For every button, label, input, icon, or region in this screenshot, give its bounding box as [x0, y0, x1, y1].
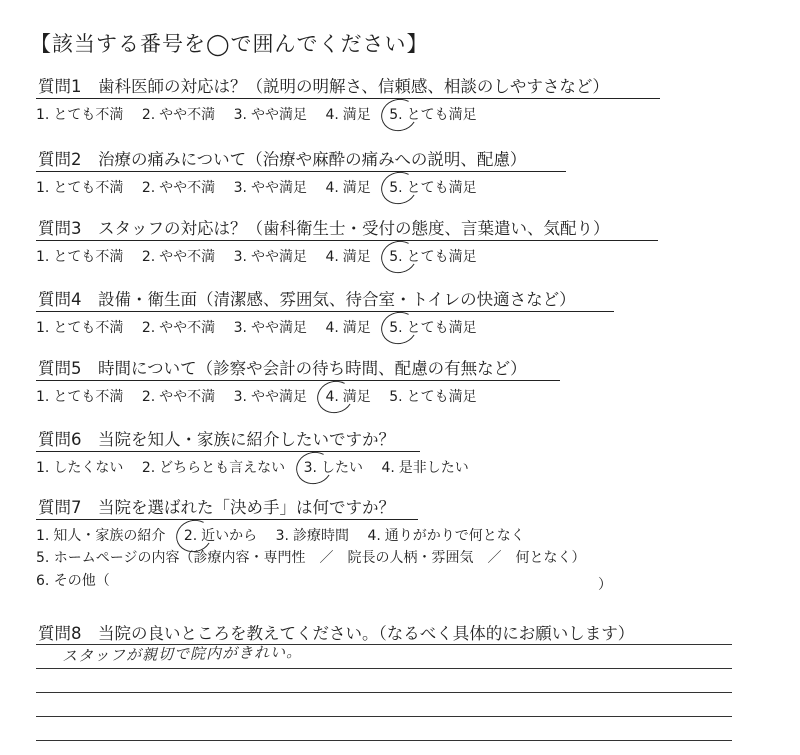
option-label: とても満足 — [406, 249, 477, 265]
option-number: 1. — [36, 528, 50, 544]
option-number: 4. — [325, 180, 339, 196]
option-number: 2. — [141, 180, 156, 196]
answer-line — [36, 668, 732, 669]
question-title: 質問3 スタッフの対応は？（歯科衛生士・受付の態度、言葉遣い、気配り） — [38, 219, 610, 238]
option-4[interactable] — [325, 246, 370, 266]
option-label: したい — [320, 460, 363, 476]
option-label: とても不満 — [53, 320, 124, 336]
option-label: したくない — [53, 460, 124, 476]
option-1[interactable] — [36, 246, 123, 266]
title-underline — [36, 380, 560, 381]
option-2[interactable] — [142, 177, 215, 197]
option-number: 4. — [325, 249, 339, 265]
answer-line — [36, 740, 732, 741]
option-4[interactable] — [325, 104, 370, 124]
option-number: 3. — [275, 528, 289, 544]
option-label: 是非したい — [398, 460, 469, 476]
option-number: 1. — [36, 320, 50, 336]
option-label: 満足 — [342, 107, 371, 123]
answer-line — [36, 692, 732, 693]
option-3[interactable] — [234, 386, 307, 406]
option-number: 1. — [36, 107, 50, 123]
option-1[interactable] — [36, 386, 123, 406]
option-3[interactable] — [234, 246, 307, 266]
option-number: 3. — [233, 107, 247, 123]
option-number: 2. — [141, 107, 156, 123]
option-label: やや不満 — [159, 107, 216, 123]
option-5[interactable] — [389, 104, 476, 124]
option-label: 満足 — [342, 180, 371, 196]
option-label: とても満足 — [406, 180, 477, 196]
option-1[interactable] — [36, 317, 123, 337]
answer-line — [36, 716, 732, 717]
option-number: 5. — [389, 389, 403, 405]
question-title: 質問5 時間について（診察や会計の待ち時間、配慮の有無など） — [38, 359, 527, 378]
option-number: 1. — [36, 249, 50, 265]
option-number: 3. — [233, 320, 247, 336]
option-number: 4. — [367, 528, 381, 544]
option-5-homepage[interactable]: 5. ホームページの内容（診療内容・専門性 ／ 院長の人柄・雰囲気 ／ 何となく） — [36, 550, 586, 566]
option-label: やや満足 — [250, 249, 307, 265]
title-underline — [36, 311, 614, 312]
title-underline — [36, 98, 660, 99]
option-label: やや不満 — [159, 320, 216, 336]
question-title: 質問1 歯科医師の対応は？（説明の明解さ、信頼感、相談のしやすさなど） — [38, 77, 609, 96]
option-number: 2. — [141, 460, 156, 476]
question-title: 質問7 当院を選ばれた「決め手」は何ですか？ — [38, 498, 395, 517]
other-close-paren: ） — [598, 577, 612, 593]
answer-options — [36, 317, 491, 337]
circled-option-number: 4. — [325, 389, 339, 405]
option-number: 1. — [36, 389, 50, 405]
option-1[interactable] — [36, 177, 123, 197]
option-1[interactable] — [36, 525, 165, 545]
option-3[interactable] — [234, 177, 307, 197]
answer-options — [36, 457, 483, 477]
circled-option-number: 5. — [389, 107, 403, 123]
option-4[interactable] — [325, 317, 370, 337]
option-5[interactable] — [389, 177, 476, 197]
option-3[interactable] — [304, 457, 363, 477]
option-2[interactable] — [142, 386, 215, 406]
handwritten-answer[interactable]: スタッフが親切で院内がきれい。 — [61, 642, 303, 666]
option-2[interactable] — [142, 317, 215, 337]
option-number: 2. — [141, 389, 156, 405]
option-label: やや不満 — [159, 389, 216, 405]
option-number: 2. — [141, 249, 156, 265]
title-underline — [36, 171, 566, 172]
option-label: とても満足 — [406, 107, 477, 123]
option-number: 3. — [233, 249, 247, 265]
answer-options — [36, 246, 491, 266]
option-2[interactable] — [142, 457, 285, 477]
option-label: 近いから — [201, 528, 258, 544]
answer-options — [36, 386, 491, 406]
option-number: 3. — [233, 389, 247, 405]
option-2[interactable] — [142, 104, 215, 124]
option-number: 1. — [36, 180, 50, 196]
question-title: 質問6 当院を知人・家族に紹介したいですか？ — [38, 430, 395, 449]
option-4[interactable] — [325, 177, 370, 197]
option-label: とても満足 — [406, 389, 477, 405]
circled-option-number: 2. — [183, 528, 198, 544]
option-label: やや満足 — [250, 107, 307, 123]
question-title: 質問2 治療の痛みについて（治療や麻酔の痛みへの説明、配慮） — [38, 150, 527, 169]
circled-option-number: 5. — [389, 320, 403, 336]
option-number: 4. — [381, 460, 395, 476]
option-label: とても満足 — [406, 320, 477, 336]
option-label: やや不満 — [159, 180, 216, 196]
option-5[interactable] — [389, 386, 476, 406]
option-number: 4. — [325, 107, 339, 123]
circled-option-number: 3. — [303, 460, 317, 476]
option-label: やや満足 — [250, 180, 307, 196]
option-number: 4. — [325, 320, 339, 336]
option-label: 知人・家族の紹介 — [53, 528, 166, 544]
title-underline — [36, 240, 658, 241]
option-3[interactable] — [234, 317, 307, 337]
option-label: とても不満 — [53, 249, 124, 265]
option-label: 満足 — [342, 320, 371, 336]
option-4[interactable] — [325, 386, 370, 406]
option-label: やや不満 — [159, 249, 216, 265]
option-4[interactable] — [381, 457, 468, 477]
option-label: やや満足 — [250, 320, 307, 336]
option-label: 満足 — [342, 249, 371, 265]
option-label: 診療時間 — [292, 528, 349, 544]
title-underline — [36, 519, 418, 520]
title-underline — [36, 451, 420, 452]
option-2[interactable] — [184, 525, 257, 545]
option-label: とても不満 — [53, 389, 124, 405]
option-number: 2. — [141, 320, 156, 336]
option-1[interactable] — [36, 457, 123, 477]
option-label: どちらとも言えない — [159, 460, 286, 476]
option-1[interactable] — [36, 104, 123, 124]
answer-options — [36, 177, 491, 197]
option-5[interactable] — [389, 246, 476, 266]
answer-options — [36, 525, 539, 545]
circled-option-number: 5. — [389, 180, 403, 196]
answer-options — [36, 104, 491, 124]
option-label: 満足 — [342, 389, 371, 405]
option-4[interactable] — [367, 525, 524, 545]
option-label: とても不満 — [53, 107, 124, 123]
page-heading: 【該当する番号を◯で囲んでください】 — [30, 32, 429, 56]
option-label: とても不満 — [53, 180, 124, 196]
option-3[interactable] — [234, 104, 307, 124]
option-number: 1. — [36, 460, 50, 476]
question-title: 質問4 設備・衛生面（清潔感、雰囲気、待合室・トイレの快適さなど） — [38, 290, 576, 309]
option-3[interactable] — [276, 525, 349, 545]
option-2[interactable] — [142, 246, 215, 266]
circled-option-number: 5. — [389, 249, 403, 265]
option-label: やや満足 — [250, 389, 307, 405]
option-6-other[interactable]: 6. その他（ — [36, 573, 110, 589]
option-label: 通りがかりで何となく — [384, 528, 525, 544]
question-title: 質問8 当院の良いところを教えてください。（なるべく具体的にお願いします） — [38, 624, 635, 643]
option-number: 3. — [233, 180, 247, 196]
option-5[interactable] — [389, 317, 476, 337]
